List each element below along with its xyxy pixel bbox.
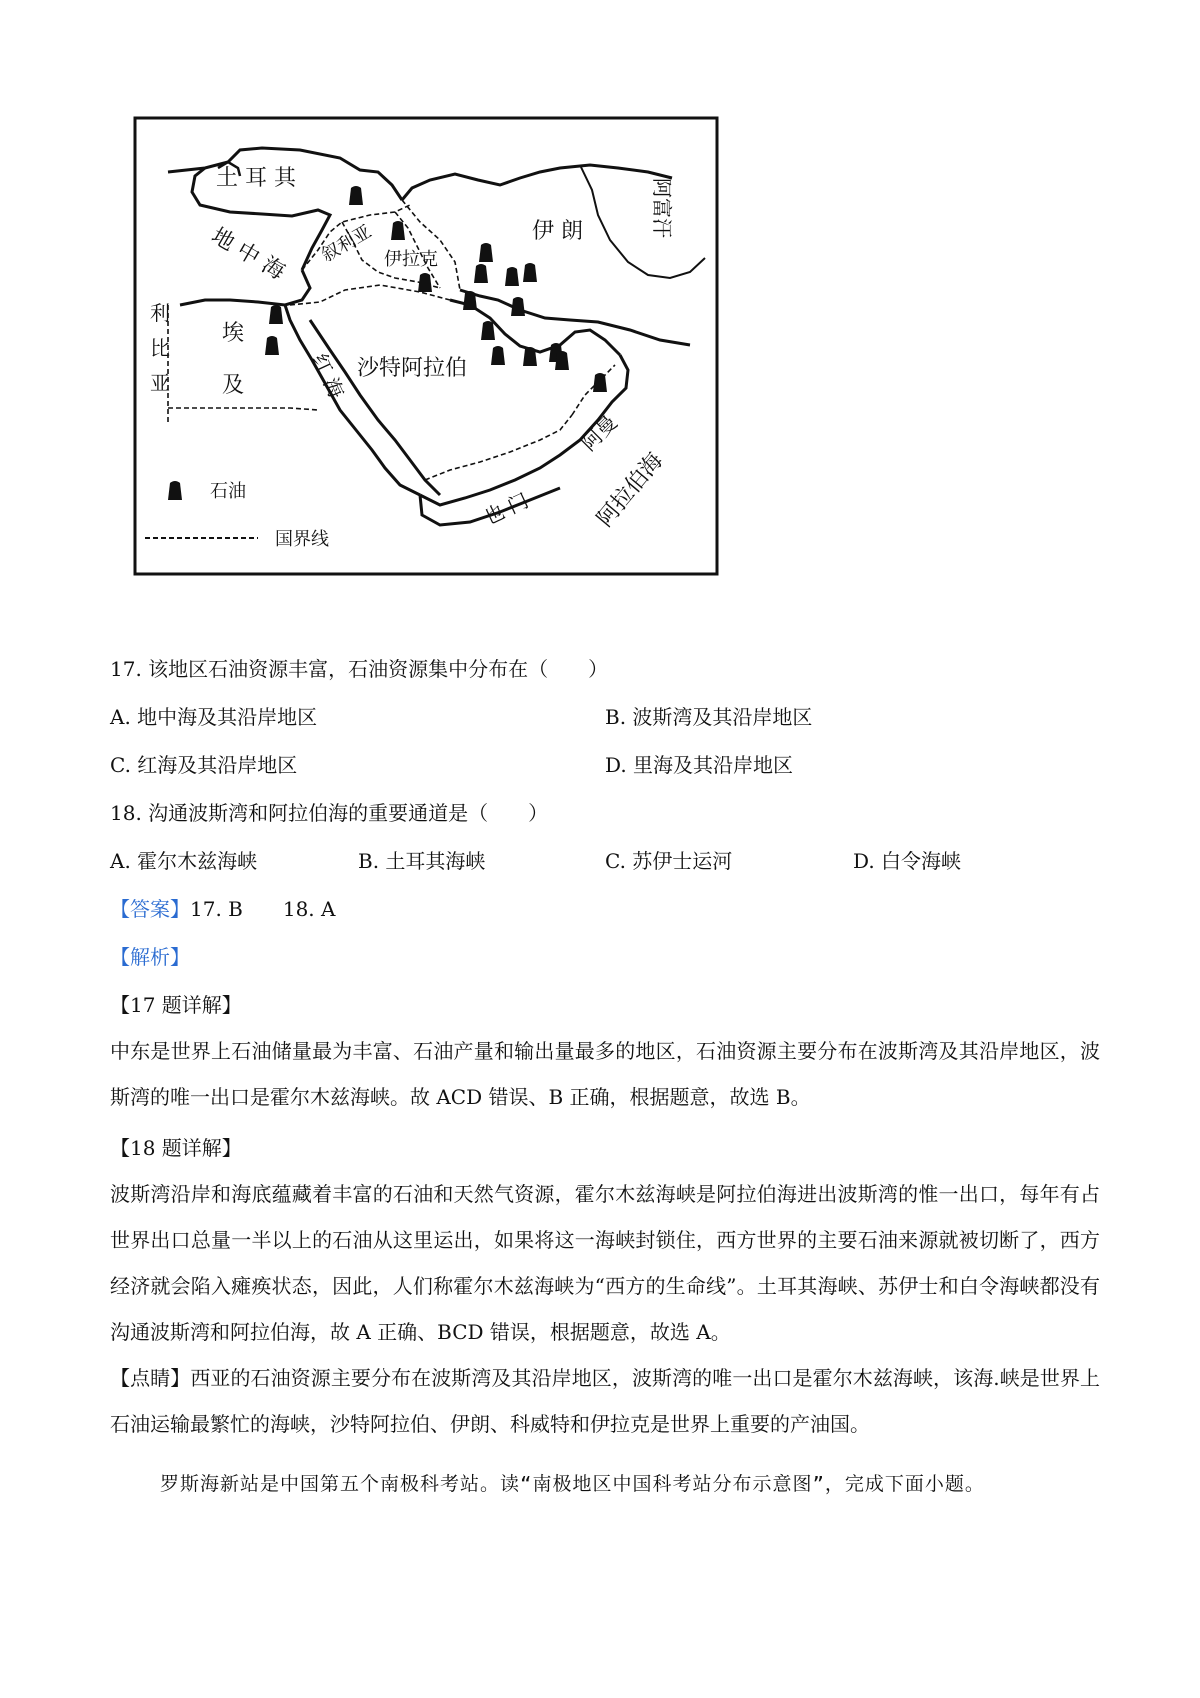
q18-stem: 18. 沟通波斯湾和阿拉伯海的重要通道是（ ） bbox=[110, 801, 549, 825]
label-egypt-1: 埃 bbox=[222, 321, 245, 346]
q17-option-a: A. 地中海及其沿岸地区 bbox=[110, 705, 318, 729]
answer-tag: 【答案】 bbox=[110, 897, 190, 921]
legend-border-label: 国界线 bbox=[275, 529, 329, 550]
legend-oil-icon bbox=[168, 481, 182, 500]
label-libya-3: 亚 bbox=[150, 371, 170, 395]
legend-oil-label: 石油 bbox=[210, 481, 246, 502]
label-red-sea: 红 海 bbox=[307, 349, 349, 403]
tip-tag: 【点睛】 bbox=[110, 1366, 191, 1390]
detail17-text: 中东是世界上石油储量最为丰富、石油产量和输出量最多的地区，石油资源主要分布在波斯湾及其沿岸地区，波斯湾的唯一出口是霍尔木兹海峡。故 ACD 错误、B 正确，根据题意，故选 B。 bbox=[110, 1039, 1100, 1109]
label-turkey: 土 耳 其 bbox=[216, 166, 296, 191]
answer-line bbox=[110, 895, 335, 923]
label-yemen: 也 门 bbox=[479, 488, 533, 530]
answer-text: 17. B 18. A bbox=[190, 897, 336, 921]
label-iran: 伊 朗 bbox=[532, 219, 583, 244]
label-libya-2: 比 bbox=[150, 336, 170, 360]
q17-option-b: B. 波斯湾及其沿岸地区 bbox=[605, 705, 813, 729]
detail17-heading: 【17 题详解】 bbox=[110, 993, 242, 1017]
next-section-intro: 罗斯海新站是中国第五个南极科考站。读“南极地区中国科考站分布示意图”，完成下面小题。 bbox=[160, 1473, 985, 1495]
label-arabian-sea: 阿拉伯海 bbox=[592, 448, 669, 532]
label-saudi: 沙特阿拉伯 bbox=[357, 356, 468, 381]
middle-east-oil-map bbox=[0, 0, 760, 600]
detail18-heading: 【18 题详解】 bbox=[110, 1136, 242, 1160]
label-egypt-2: 及 bbox=[222, 373, 245, 398]
tip-paragraph bbox=[110, 1355, 1100, 1447]
label-afghanistan: 阿富汗 bbox=[650, 178, 674, 238]
label-libya-1: 利 bbox=[150, 301, 170, 325]
tip-text: 西亚的石油资源主要分布在波斯湾及其沿岸地区，波斯湾的唯一出口是霍尔木兹海峡，该海.峡是世界上石油运输最繁忙的海峡，沙特阿拉伯、伊朗、科威特和伊拉克是世界上重要的产油国。 bbox=[110, 1366, 1101, 1436]
q18-option-a: A. 霍尔木兹海峡 bbox=[110, 849, 258, 873]
label-syria: 叙利亚 bbox=[318, 221, 376, 267]
q18-option-c: C. 苏伊士运河 bbox=[605, 849, 733, 873]
q18-option-b: B. 土耳其海峡 bbox=[358, 849, 486, 873]
q17-option-d: D. 里海及其沿岸地区 bbox=[605, 753, 794, 777]
label-oman: 阿曼 bbox=[576, 410, 622, 456]
q18-option-d: D. 白令海峡 bbox=[853, 849, 962, 873]
q17-stem: 17. 该地区石油资源丰富，石油资源集中分布在（ ） bbox=[110, 657, 609, 681]
label-iraq: 伊拉克 bbox=[384, 249, 438, 270]
q17-option-c: C. 红海及其沿岸地区 bbox=[110, 753, 298, 777]
detail18-text: 波斯湾沿岸和海底蕴藏着丰富的石油和天然气资源，霍尔木兹海峡是阿拉伯海进出波斯湾的惟一出口，每年有占世界出口总量一半以上的石油从这里运出，如果将这一海峡封锁住，西方世界的主要石油来源就被切断了，西方经济就会陷入瘫痪状态，因此，人们称霍尔木兹海峡为“西方的生命线”。土耳其海峡、苏伊士和白令海峡都没有沟通波斯湾和阿拉伯海，故 A 正确、BCD 错误，根据题意，故选 A。 bbox=[110, 1182, 1100, 1344]
label-mediterranean: 地 中 海 bbox=[207, 223, 289, 286]
analysis-tag: 【解析】 bbox=[110, 945, 190, 969]
